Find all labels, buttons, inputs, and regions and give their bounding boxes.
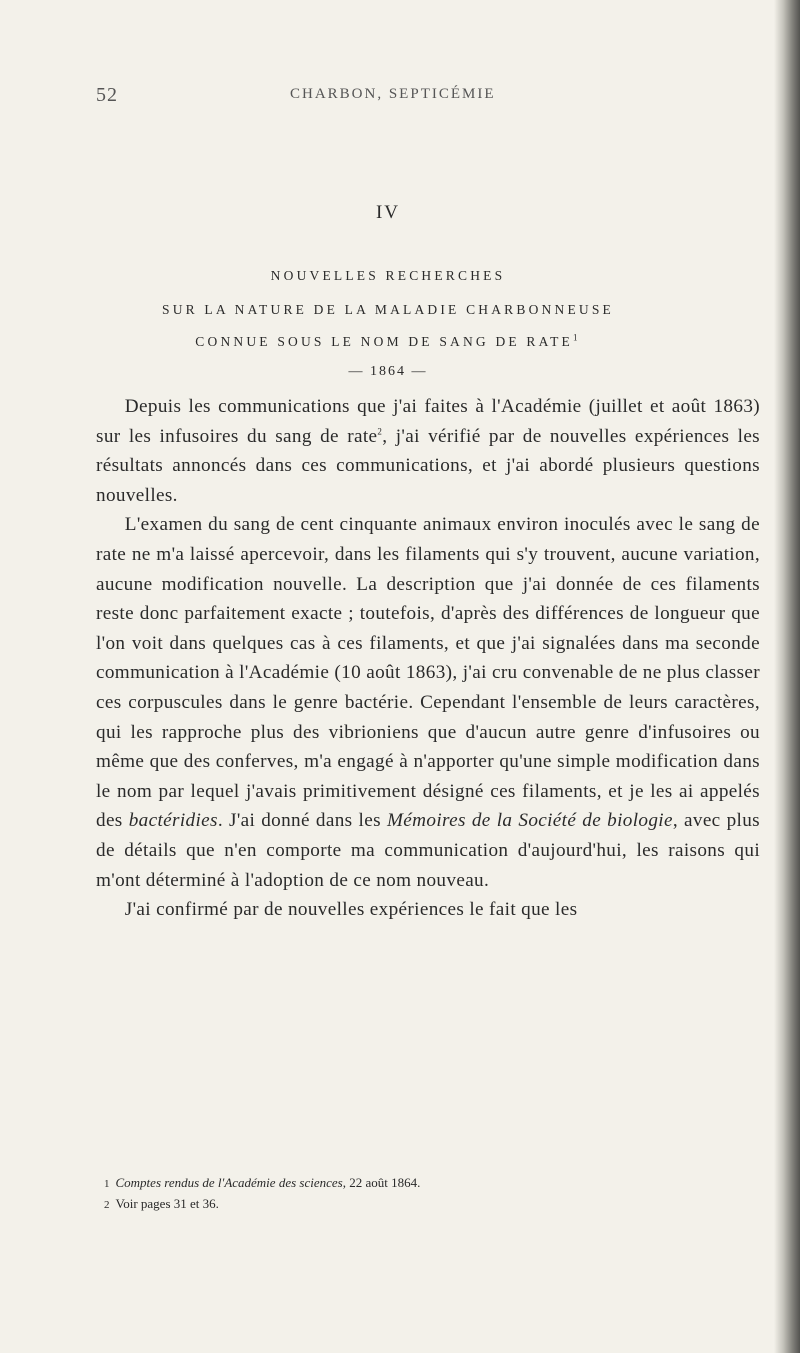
- footnote-italic: Comptes rendus de l'Académie des sciences: [115, 1175, 343, 1190]
- italic-term: bactéridies: [128, 810, 218, 832]
- paragraph-2-text-a: L'examen du sang de cent cinquante animaux environ inoculés avec le sang de rate ne m'a laissé apercevoir, dans les filaments qui s'y trouvent, aucune variation, aucune modification nouvelle. La description que j'ai donnée de ces filaments reste donc parfaitement exacte ; toutefois, d'après des différences de longueur que l'on voit dans quelques cas à ces filaments, et que j'ai signalées dans ma seconde communication à l'Académie (10 août 1863), j'ai cru convenable de ne plus classer ces corpuscules dans le genre bactérie. Cependant l'ensemble de leurs caractères, qui les rapproche plus des vibrioniens que d'aucun autre genre d'infusoires ou même que des conferves, m'a engagé à n'apporter qu'une simple modification dans le nom par lequel j'avais primitivement désigné ces filaments, et je les ai appelés des: [96, 514, 760, 832]
- paragraph-1-text-a: Depuis les communications que j'ai faites à l'Académie (juillet et août 1863) sur les infusoires du sang de rate: [96, 396, 760, 447]
- footnote-number: 1: [104, 1178, 110, 1190]
- chapter-year: — 1864 —: [348, 364, 428, 379]
- footnote-mark: 1: [572, 332, 581, 343]
- footnote-1: [104, 1173, 764, 1194]
- chapter-title-line-1: NOUVELLES RECHERCHES: [270, 268, 506, 283]
- chapter-title-line-3: [0, 334, 776, 350]
- paragraph-3: [96, 895, 760, 925]
- chapter-number: IV: [375, 202, 401, 223]
- footnote-mark: 2: [377, 426, 383, 437]
- paragraph-3-text: J'ai confirmé par de nouvelles expériences le fait que les: [124, 899, 578, 921]
- paragraph-2: [96, 510, 760, 895]
- page-header: [0, 84, 800, 108]
- footnote-text: Voir pages 31 et 36.: [115, 1196, 219, 1211]
- paragraph-2-text-c: , avec plus de détails que n'en comporte ma communication d'aujourd'hui, les raisons qui m'ont déterminé à l'adoption de ce nom nouveau.: [96, 810, 760, 891]
- running-head: CHARBON, SEPTICÉMIE: [290, 86, 496, 102]
- chapter-title-line-3-text: CONNUE SOUS LE NOM DE SANG DE RATE: [195, 334, 573, 349]
- paragraph-2-text-b: . J'ai donné dans les: [217, 810, 381, 832]
- body-text: [96, 392, 760, 925]
- italic-title: Mémoires de la Société de biologie: [386, 810, 673, 832]
- chapter-title-line-2: SUR LA NATURE DE LA MALADIE CHARBONNEUSE: [161, 302, 614, 317]
- footnote-number: 2: [104, 1199, 110, 1211]
- paragraph-1-text-b: , j'ai vérifié par de nouvelles expériences les résultats annoncés dans ces communications, et j'ai abordé plusieurs questions nouvelles.: [96, 425, 760, 506]
- footnotes: [104, 1173, 764, 1215]
- paragraph-1: [96, 392, 760, 510]
- footnote-text: , 22 août 1864.: [342, 1175, 421, 1190]
- page-edge-shadow: [774, 0, 800, 1353]
- page-number: 52: [96, 84, 118, 106]
- footnote-2: [104, 1194, 764, 1215]
